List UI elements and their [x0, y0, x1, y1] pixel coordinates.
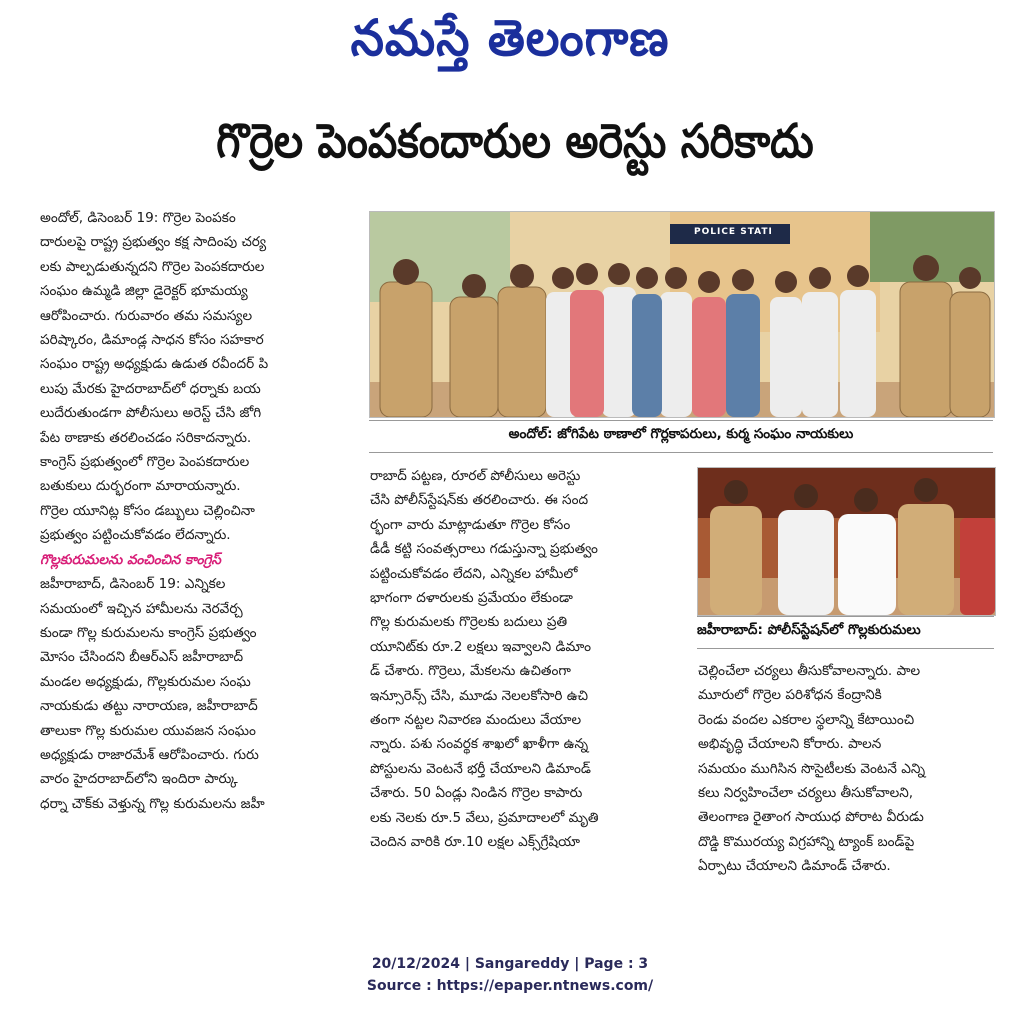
column-2: [370, 464, 686, 855]
text-line: జహీరాబాద్, డిసెంబర్ 19: ఎన్నికల: [40, 576, 226, 593]
column-1-paragraph-2: [40, 572, 358, 816]
text-line: రెండు వందల ఎకరాల స్థలాన్ని కేటాయించి: [698, 711, 915, 728]
text-line: అభివృద్ధి చేయాలని కోరారు. పాలన: [698, 736, 882, 753]
text-line: యూనిట్‌కు రూ.2 లక్షలు ఇవ్వాలని డిమాం: [370, 638, 592, 655]
text-line: గొర్రెల యూనిట్ల కోసం డబ్బులు చెల్లించినా: [40, 502, 255, 519]
text-line: కలు నిర్వహించేలా చర్యలు తీసుకోవాలని,: [698, 785, 914, 802]
text-line: కుండా గొల్ల కురుమలను కాంగ్రెస్ ప్రభుత్వం: [40, 624, 257, 641]
caption-divider: [697, 616, 994, 617]
text-line: భాగంగా దళారులకు ప్రమేయం లేకుండా: [370, 590, 573, 607]
text-line: పరిష్కారం, డిమాండ్ల సాధన కోసం సహకార: [40, 332, 264, 349]
photo-1-illustration: [370, 212, 994, 417]
text-line: తంగా నట్టల నివారణ మందులు వేయాల: [370, 712, 582, 729]
photo-1-caption: అందోల్: జోగిపేట ఠాణాలో గొర్లకాపరులు, కుర్మ సంఘం నాయకులు: [508, 426, 854, 442]
text-line: సమయం ముగిసిన సొసైటీలకు వెంటనే ఎన్ని: [698, 760, 926, 777]
text-line: రాబాద్ పట్టణ, రూరల్ పోలీసులు అరెస్టు: [370, 468, 581, 484]
text-line: ధర్నా చౌక్‌కు వెళ్తున్న గొల్ల కురుమలను జహీ: [40, 795, 265, 812]
text-line: దొడ్డి కొమురయ్య విగ్రహాన్ని ట్యాంక్ బండ్‌పై: [698, 833, 915, 850]
text-line: దారులపై రాష్ట్ర ప్రభుత్వం కక్ష సాదింపు చర్య: [40, 234, 267, 251]
footer-source: Source : https://epaper.ntnews.com/: [366, 978, 654, 994]
text-line: చెల్లించేలా చర్యలు తీసుకోవాలన్నారు. పాల: [698, 663, 921, 679]
masthead: నమస్తే తెలంగాణ: [350, 8, 670, 67]
text-line: గొల్ల కురుమలకు గొర్రెలకు బదులు ప్రతి: [370, 614, 568, 631]
headline: గొర్రెల పెంపకందారుల అరెస్టు సరికాదు: [216, 114, 814, 169]
text-line: సమయంలో ఇచ్చిన హామీలను నెరవేర్చ: [40, 600, 243, 617]
text-line: లుపు మేరకు హైదరాబాద్‌లో ధర్నాకు బయ: [40, 380, 261, 397]
text-line: తెలంగాణ రైతాంగ సాయుధ పోరాట వీరుడు: [698, 809, 924, 826]
text-line: ఆరోపించారు. గురువారం తమ సమస్యల: [40, 307, 253, 324]
text-line: చెందిన వారికి రూ.10 లక్షల ఎక్స్‌గ్రేషియా: [370, 834, 580, 851]
text-line: పట్టించుకోవడం లేదని, ఎన్నికల హామీలో: [370, 565, 578, 582]
photo-zaheerabad-station: [697, 467, 996, 616]
caption-divider: [369, 420, 993, 421]
text-line: మూరులో గొర్రెల పరిశోధన కేంద్రానికి: [698, 687, 882, 704]
text-line: చేశారు. 50 ఏండ్లు నిండిన గొర్రెల కాపారు: [370, 785, 583, 802]
text-line: ఏర్పాటు చేయాలని డిమాండ్ చేశారు.: [698, 858, 891, 875]
text-line: ర్భంగా వారు మాట్లాడుతూ గొర్రెల కోసం: [370, 516, 571, 533]
text-line: పోస్టులను వెంటనే భర్తీ చేయాలని డిమాండ్: [370, 760, 591, 777]
text-line: మండల అధ్యక్షుడు, గొల్లకురుమల సంఘ: [40, 673, 251, 690]
photo-2-illustration: [698, 468, 995, 615]
text-line: కాంగ్రెస్ ప్రభుత్వంలో గొర్రెల పెంపకదారుల: [40, 454, 250, 471]
text-line: ప్రభుత్వం పట్టించుకోవడం లేదన్నారు.: [40, 527, 231, 544]
column-3: [698, 659, 994, 879]
photo-2-caption: జహీరాబాద్: పోలీస్‌స్టేషన్‌లో గొల్లకురుమలు: [697, 622, 921, 638]
text-line: తాలుకా గొల్ల కురుమల యువజన సంఘం: [40, 722, 256, 739]
text-line: అధ్యక్షుడు రాజారమేశ్ ఆరోపించారు. గురు: [40, 746, 259, 763]
photo-police-station-group: [369, 211, 995, 418]
text-line: లుదేరుతుండగా పోలీసులు అరెస్ట్ చేసి జోగి: [40, 405, 262, 422]
text-line: సంఘం ఉమ్మడి జిల్లా డైరెక్టర్ భూమయ్య: [40, 283, 248, 300]
footer-date-edition: 20/12/2024 | Sangareddy | Page : 3: [371, 956, 649, 972]
text-line: వారం హైదరాబాద్‌లోని ఇందిరా పార్కు: [40, 771, 238, 788]
text-line: చేసి పోలీస్‌స్టేషన్‌కు తరలించారు. ఈ సంద: [370, 492, 589, 509]
text-line: డీడీ కట్టి సంవత్సరాలు గడుస్తున్నా ప్రభుత్వం: [370, 541, 598, 558]
column-1-paragraph-1: [40, 206, 358, 548]
caption-divider: [697, 648, 994, 649]
text-line: అందోల్, డిసెంబర్ 19: గొర్రెల పెంపకం: [40, 210, 236, 226]
text-line: డ్ చేశారు. గొర్రెలు, మేకలను ఉచితంగా: [370, 663, 571, 680]
text-line: లకు పాల్పడుతున్నదని గొర్రెల పెంపకదారుల: [40, 258, 265, 275]
text-line: ఇన్సూరెన్స్ చేసి, మూడు నెలలకోసారి ఉచి: [370, 687, 589, 704]
subheading: గొల్లకురుమలను వంచించిన కాంగ్రెస్: [40, 551, 221, 568]
text-line: బతుకులు దుర్భరంగా మారాయన్నారు.: [40, 478, 241, 495]
text-line: సంఘం రాష్ట్ర అధ్యక్షుడు ఉడుత రవీందర్ పి: [40, 356, 269, 373]
text-line: న్నారు. పశు సంవర్థక శాఖలో ఖాళీగా ఉన్న: [370, 736, 589, 753]
text-line: లకు నెలకు రూ.5 వేలు, ప్రమాదాలలో మృతి: [370, 809, 599, 826]
column-1: [40, 206, 358, 816]
police-station-sign: POLICE STATI: [690, 226, 777, 238]
text-line: మోసం చేసిందని బీఆర్ఎస్ జహీరాబాద్: [40, 649, 244, 666]
text-line: నాయకుడు తట్టు నారాయణ, జహీరాబాద్: [40, 698, 258, 715]
text-line: పేట ఠాణాకు తరలించడం సరికాదన్నారు.: [40, 429, 252, 446]
caption-divider: [369, 452, 993, 453]
